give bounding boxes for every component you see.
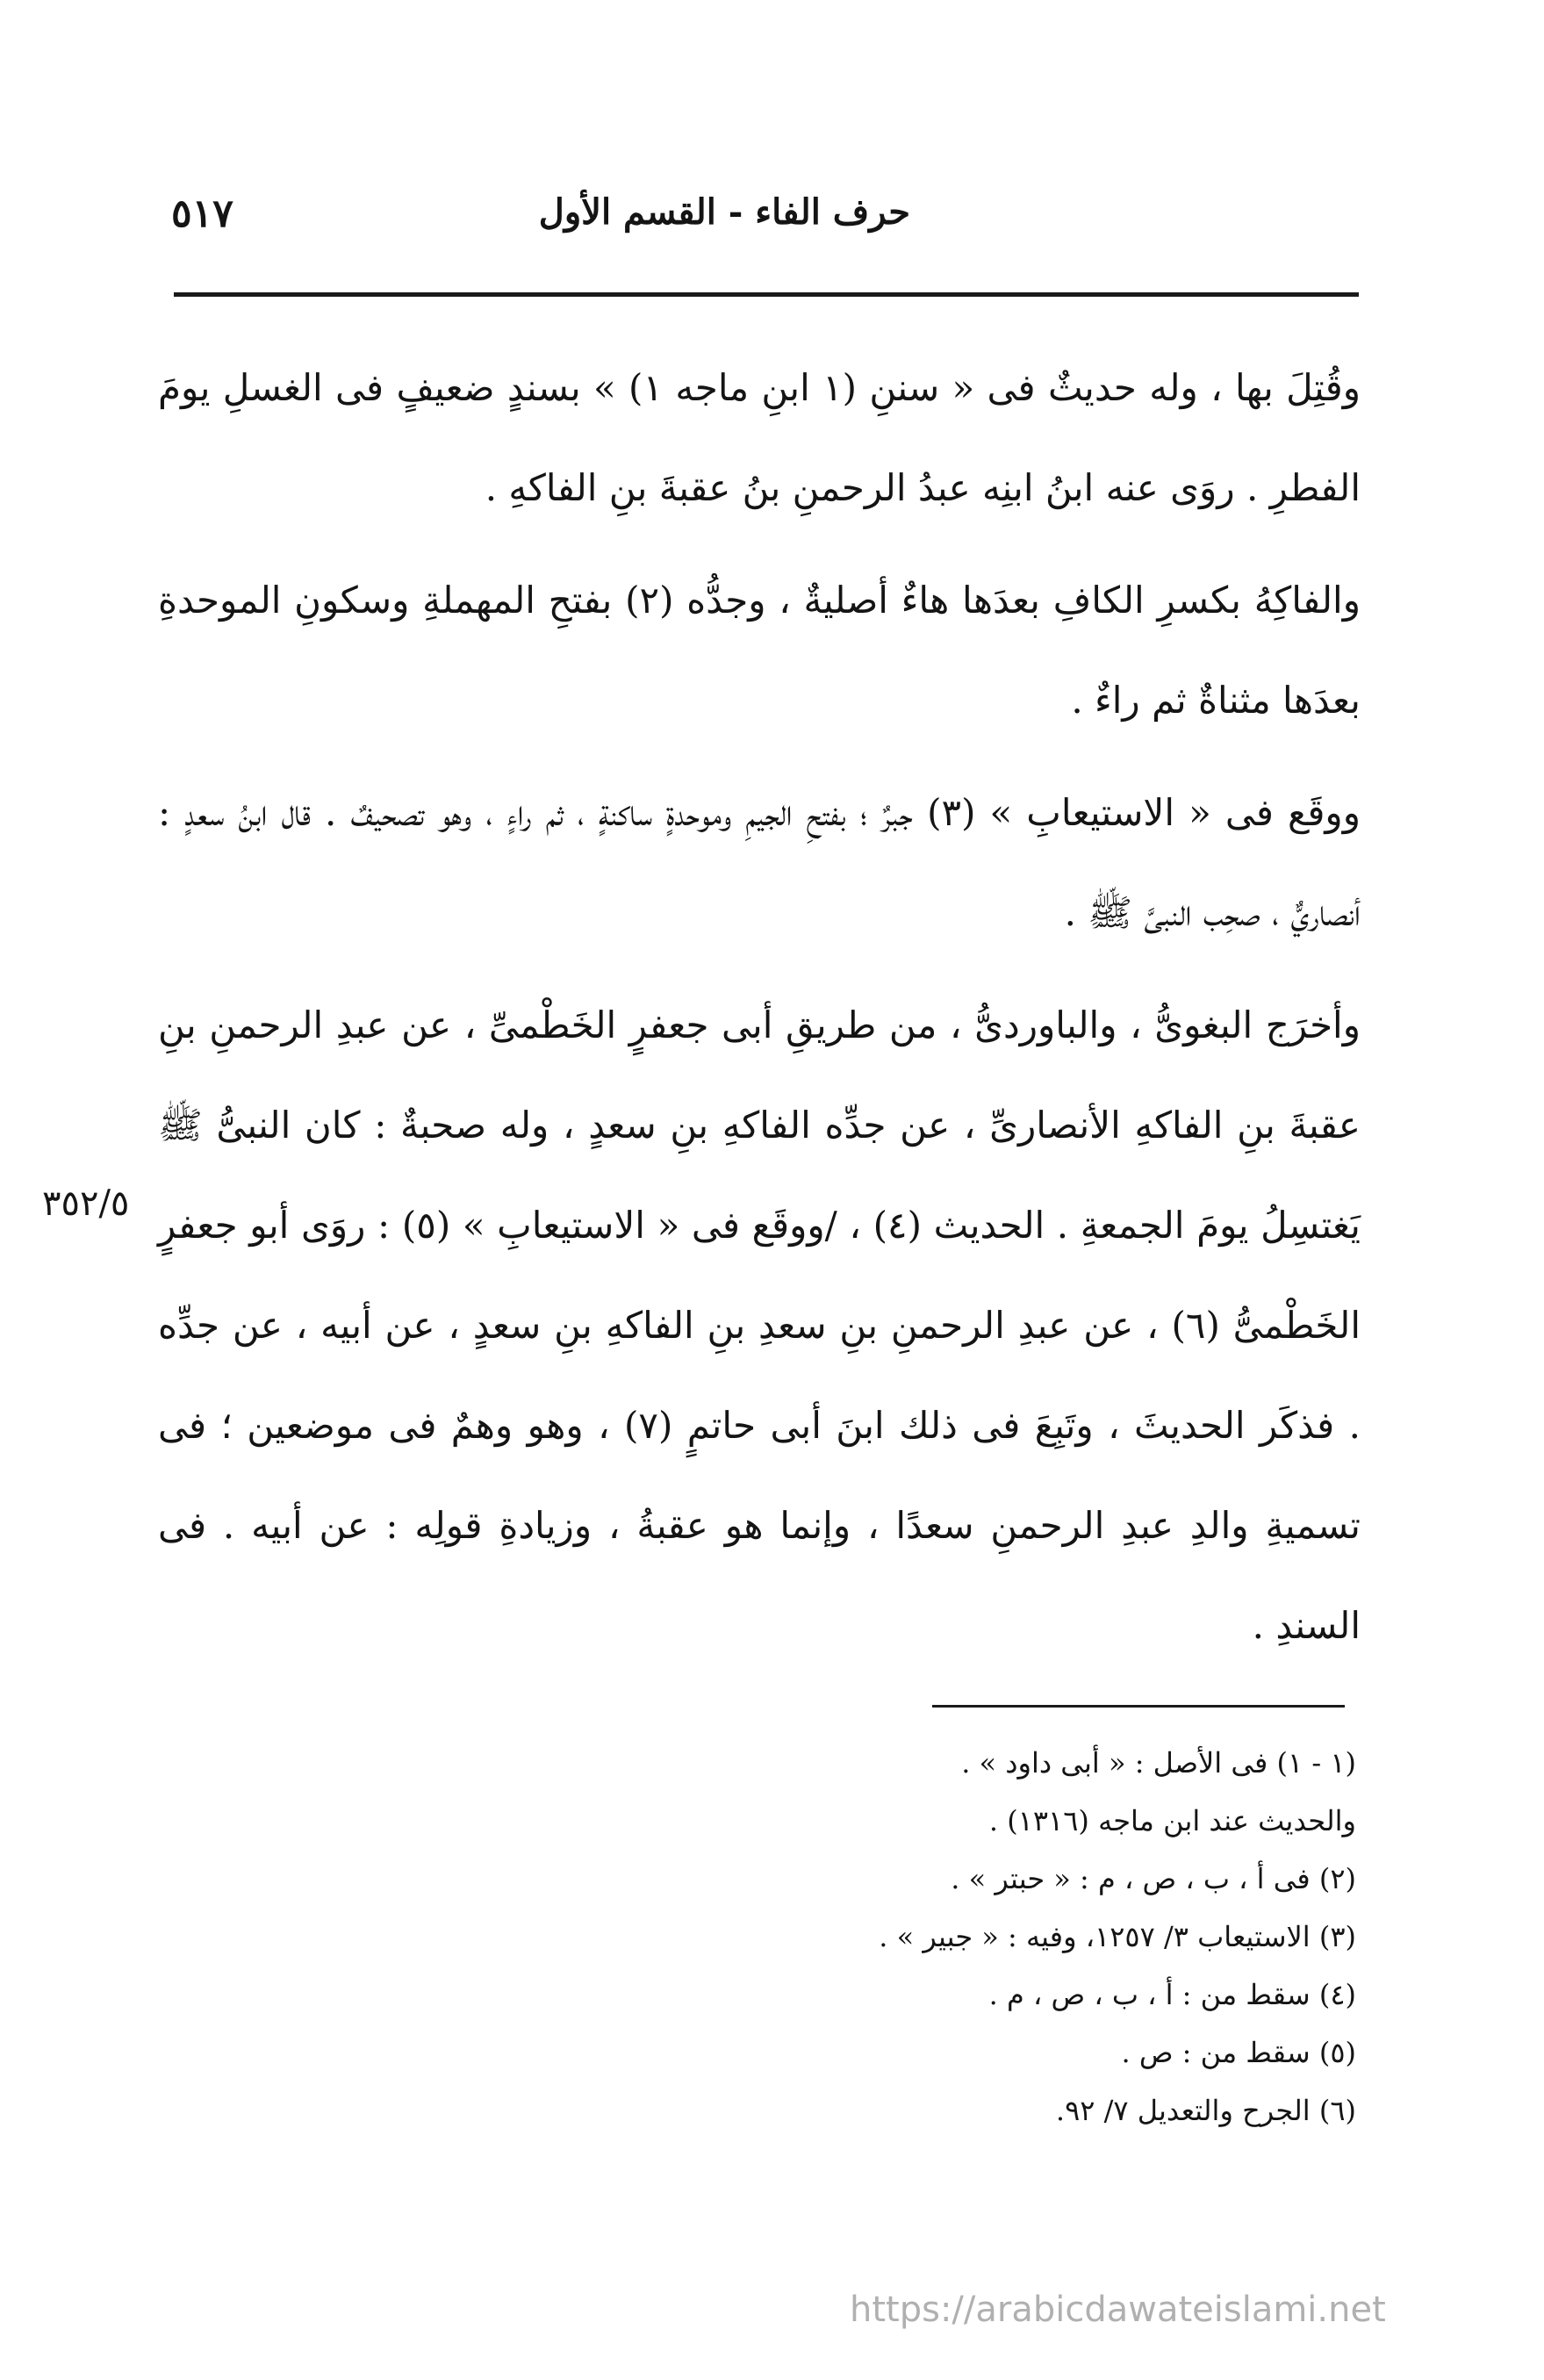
footnote: (٤) سقط من : أ ، ب ، ص ، م .	[988, 1978, 1356, 2011]
footnote: (١ - ١) فى الأصل : « أبى داود » .	[961, 1746, 1356, 1780]
footnote: والحديث عند ابن ماجه (١٣١٦) .	[988, 1804, 1356, 1837]
paragraph: والفاكِهُ بكسرِ الكافِ بعدَها هاءٌ أصليةٌ ، وجدُّه (٢) بفتحِ المهملةِ وسكونِ الموحدةِ بعدَها مثناةٌ ثم راءٌ .	[158, 579, 1361, 722]
page-header	[171, 191, 1362, 262]
margin-reference: ٣٥٢/٥	[42, 1183, 130, 1224]
paragraph: ووقَع فى « الاستيعابِ » (٣) جبرٌ ؛ بفتحِ الجيمِ وموحدةٍ ساكنةٍ ، ثم راءٍ ، وهو تصحيفٌ . قال ابنُ سعدٍ : أنصاريٌّ ، صحِب النبىَّ ﷺ .	[158, 791, 1361, 934]
footnote: (٥) سقط من : ص .	[1121, 2036, 1356, 2069]
main-text	[158, 338, 1361, 1688]
paragraph: وقُتِلَ بها ، وله حديثٌ فى « سننِ (١ ابنِ ماجه ١) » بسندٍ ضعيفٍ فى الغسلِ يومَ الفطرِ . روَى عنه ابنُ ابنِه عبدُ الرحمنِ بنُ عقبةَ بنِ الفاكهِ .	[158, 366, 1361, 509]
watermark-url: https://arabicdawateislami.net	[850, 2290, 1386, 2330]
footnote: (٦) الجرح والتعديل ٧/ ٩٢.	[1055, 2094, 1356, 2127]
footnote: (٣) الاستيعاب ٣/ ١٢٥٧، وفيه : « جبير » .	[879, 1920, 1356, 1953]
running-title: حرف الفاء - القسم الأول	[538, 191, 910, 233]
footnotes	[263, 1734, 1356, 2139]
header-rule	[174, 292, 1359, 297]
footnote: (٢) فى أ ، ب ، ص ، م : « حبتر » .	[951, 1862, 1356, 1895]
page-number: ٥١٧	[171, 191, 233, 236]
footnote-rule	[932, 1705, 1345, 1708]
paragraph: وأخرَج البغوىُّ ، والباوردىُّ ، من طريقِ أبى جعفرٍ الخَطْمىِّ ، عن عبدِ الرحمنِ بنِ عقبةَ بنِ الفاكهِ الأنصارىِّ ، عن جدِّه الفاكهِ بنِ سعدٍ ، وله صحبةٌ : كان النبىُّ ﷺ يَغتسِلُ يومَ الجمعةِ . الحديث (٤) ، /ووقَع فى « الاستيعابِ » (٥) : روَى أبو جعفرٍ الخَطْمىُّ (٦) ، عن عبدِ الرحمنِ بنِ سعدِ بنِ الفاكهِ بنِ سعدٍ ، عن أبيه ، عن جدِّه . فذكَر الحديثَ ، وتَبِعَ فى ذلك ابنَ أبى حاتمٍ (٧) ، وهو وهمٌ فى موضعين ؛ فى تسميةِ والدِ عبدِ الرحمنِ سعدًا ، وإنما هو عقبةُ ، وزيادةِ قولِه : عن أبيه . فى السندِ .	[158, 1003, 1361, 1647]
